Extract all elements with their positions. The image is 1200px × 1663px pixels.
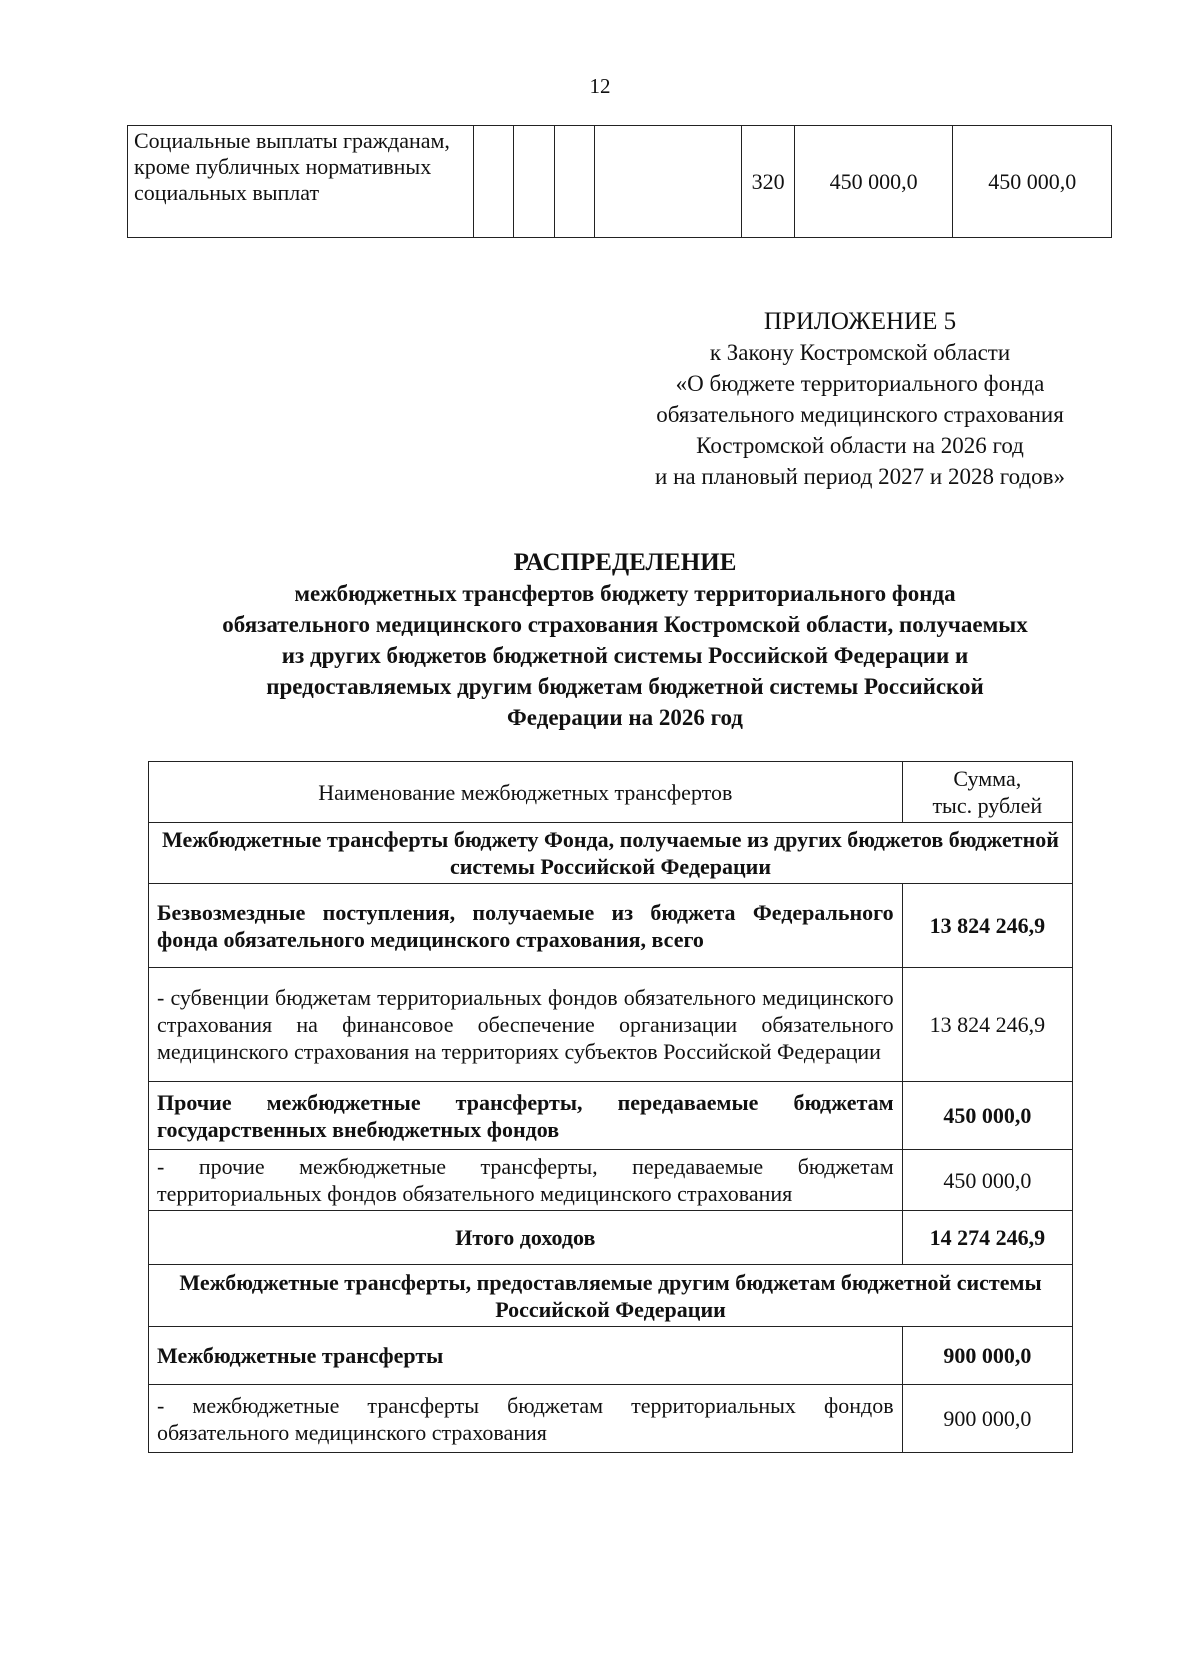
table-row — [149, 1082, 1073, 1150]
page-number: 12 — [589, 74, 611, 98]
row-name-cell: - прочие межбюджетные трансферты, передаваемые бюджетам территориальных фондов обязательного медицинского страхования — [149, 1150, 903, 1211]
table-header-row — [149, 762, 1073, 823]
section-income-heading: Межбюджетные трансферты бюджету Фонда, получаемые из других бюджетов бюджетной системы Российской Федерации — [149, 823, 1073, 884]
continuation-table — [127, 125, 1112, 238]
row-name-cell: Межбюджетные трансферты — [149, 1327, 903, 1385]
section-row — [149, 823, 1073, 884]
header-sum-cell — [902, 762, 1072, 823]
total-row — [149, 1211, 1073, 1265]
section-expense-heading: Межбюджетные трансферты, предоставляемые другим бюджетам бюджетной системы Российской Федерации — [149, 1265, 1073, 1327]
appendix-line: к Закону Костромской области — [709, 340, 1011, 365]
row-sum-cell: 900 000,0 — [902, 1327, 1072, 1385]
title-line: Федерации на 2026 год — [507, 705, 743, 730]
empty-cell — [594, 126, 742, 238]
title-line: из других бюджетов бюджетной системы Российской Федерации и — [281, 643, 969, 668]
empty-cell — [514, 126, 554, 238]
total-sum-cell: 14 274 246,9 — [902, 1211, 1072, 1265]
table-row — [149, 968, 1073, 1082]
row-name-cell: - субвенции бюджетам территориальных фондов обязательного медицинского страхования на финансовое обеспечение организации обязательного медицинского страхования на территориях субъектов Российской Федерации — [149, 968, 903, 1082]
table-row — [149, 884, 1073, 968]
document-title — [130, 547, 1120, 733]
title-line: межбюджетных трансфертов бюджету территориального фонда — [294, 581, 956, 606]
header-sum-line: Сумма, — [953, 766, 1022, 791]
section-row — [149, 1265, 1073, 1327]
table-row — [128, 126, 1112, 238]
amount-cell: 450 000,0 — [953, 126, 1112, 238]
row-name-cell: Прочие межбюджетные трансферты, передаваемые бюджетам государственных внебюджетных фондов — [149, 1082, 903, 1150]
row-sum-cell: 13 824 246,9 — [902, 884, 1072, 968]
amount-cell: 450 000,0 — [794, 126, 953, 238]
row-sum-cell: 900 000,0 — [902, 1385, 1072, 1453]
row-name-cell: - межбюджетные трансферты бюджетам территориальных фондов обязательного медицинского страхования — [149, 1385, 903, 1453]
table-row — [149, 1327, 1073, 1385]
header-name-cell: Наименование межбюджетных трансфертов — [149, 762, 903, 823]
appendix-header — [600, 306, 1120, 492]
appendix-title: ПРИЛОЖЕНИЕ 5 — [763, 308, 957, 335]
expense-name-cell: Социальные выплаты гражданам, кроме публичных нормативных социальных выплат — [128, 126, 474, 238]
expense-code-cell: 320 — [742, 126, 795, 238]
total-name-cell: Итого доходов — [149, 1211, 903, 1265]
row-sum-cell: 450 000,0 — [902, 1150, 1072, 1211]
transfers-table — [148, 761, 1073, 1453]
row-sum-cell: 13 824 246,9 — [902, 968, 1072, 1082]
header-sum-line: тыс. рублей — [932, 793, 1043, 818]
table-row — [149, 1150, 1073, 1211]
empty-cell — [554, 126, 594, 238]
title-line: предоставляемых другим бюджетам бюджетной системы Российской — [266, 674, 984, 699]
appendix-line: и на плановый период 2027 и 2028 годов» — [655, 464, 1065, 489]
empty-cell — [474, 126, 514, 238]
row-sum-cell: 450 000,0 — [902, 1082, 1072, 1150]
title-main: РАСПРЕДЕЛЕНИЕ — [513, 549, 737, 576]
table-row — [149, 1385, 1073, 1453]
appendix-line: «О бюджете территориального фонда — [675, 371, 1045, 396]
appendix-line: обязательного медицинского страхования — [656, 402, 1064, 427]
appendix-line: Костромской области на 2026 год — [696, 433, 1024, 458]
row-name-cell: Безвозмездные поступления, получаемые из бюджета Федерального фонда обязательного медицинского страхования, всего — [149, 884, 903, 968]
title-line: обязательного медицинского страхования Костромской области, получаемых — [222, 612, 1028, 637]
